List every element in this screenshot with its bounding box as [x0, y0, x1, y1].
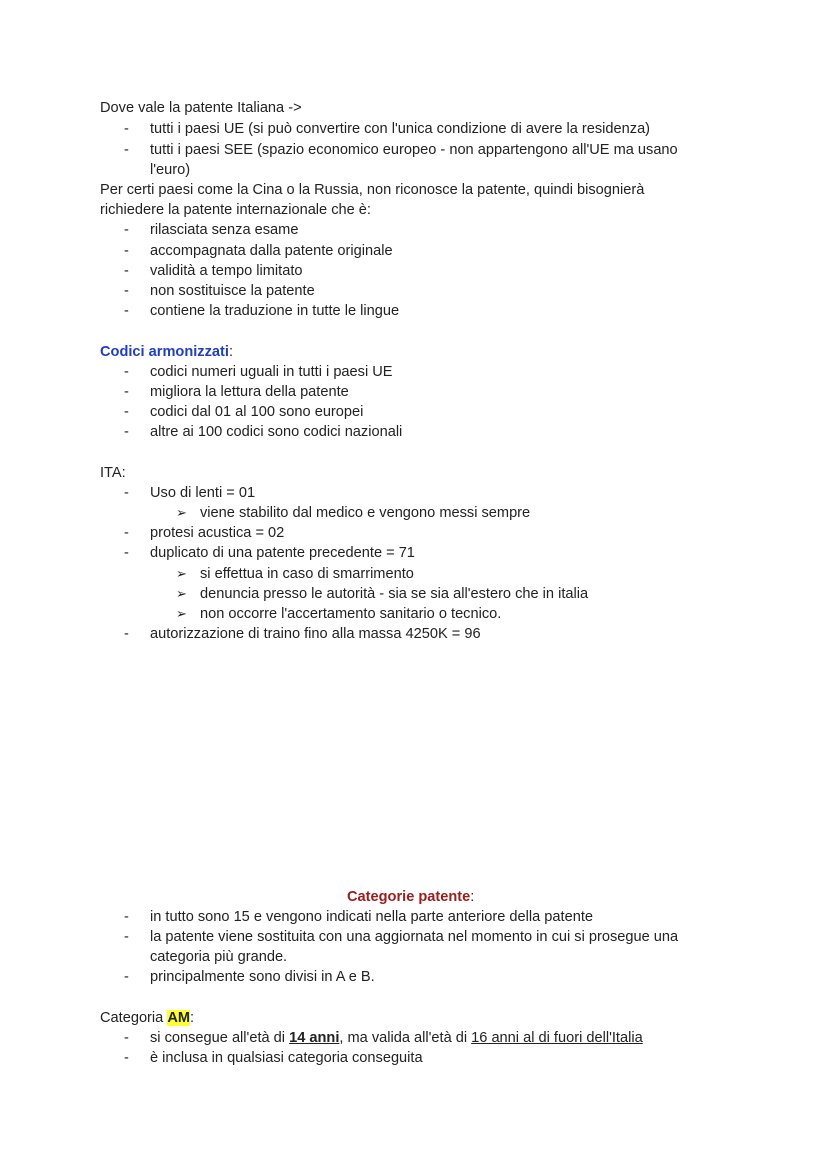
sub-list-item: denuncia presso le autorità - sia se sia all'estero che in italia [200, 586, 589, 602]
sub-list-item: non occorre l'accertamento sanitario o tecnico. [200, 606, 502, 622]
am-text: si consegue all'età di [150, 1030, 290, 1046]
bullet-dash: - [124, 121, 129, 137]
bullet-dash: - [124, 1050, 129, 1066]
list-item: duplicato di una patente precedente = 71 [150, 545, 415, 561]
categorie-colon: : [470, 889, 475, 905]
list-item: la patente viene sostituita con una aggiornata nel momento in cui si prosegue una [150, 929, 679, 945]
am-age-min: 14 anni [289, 1030, 340, 1046]
bullet-dash: - [124, 424, 129, 440]
list-item: contiene la traduzione in tutte le lingue [150, 303, 400, 319]
paragraph: Per certi paesi come la Cina o la Russia, non riconosce la patente, quindi bisognierà [100, 182, 645, 198]
list-item: migliora la lettura della patente [150, 384, 349, 400]
am-colon: : [190, 1010, 195, 1026]
bullet-dash: - [124, 243, 129, 259]
categorie-heading [347, 887, 474, 907]
am-age-valid: 16 anni al di fuori dell'Italia [471, 1030, 643, 1046]
list-item: in tutto sono 15 e vengono indicati nella parte anteriore della patente [150, 909, 593, 925]
intro-title: Dove vale la patente Italiana -> [100, 100, 302, 116]
bullet-dash: - [124, 142, 129, 158]
list-item-continuation: l'euro) [150, 162, 191, 178]
sub-list-item: viene stabilito dal medico e vengono messi sempre [200, 505, 531, 521]
am-text: , ma valida all'età di [339, 1030, 472, 1046]
bullet-dash: - [124, 969, 129, 985]
paragraph: richiedere la patente internazionale che è: [100, 202, 371, 218]
bullet-dash: - [124, 384, 129, 400]
list-item: tutti i paesi SEE (spazio economico europeo - non appartengono all'UE ma usano [150, 142, 678, 158]
list-item: altre ai 100 codici sono codici nazionali [150, 424, 403, 440]
bullet-dash: - [124, 626, 129, 642]
arrow-bullet-icon: ➢ [176, 606, 187, 621]
list-item: protesi acustica = 02 [150, 525, 285, 541]
list-item-continuation: categoria più grande. [150, 949, 288, 965]
list-item: codici dal 01 al 100 sono europei [150, 404, 364, 420]
list-item: accompagnata dalla patente originale [150, 243, 393, 259]
codici-colon: : [228, 344, 233, 360]
codici-heading [100, 342, 233, 362]
bullet-dash: - [124, 263, 129, 279]
bullet-dash: - [124, 404, 129, 420]
am-code-highlight: AM [167, 1010, 191, 1026]
list-item: Uso di lenti = 01 [150, 485, 256, 501]
bullet-dash: - [124, 909, 129, 925]
list-item [150, 1028, 643, 1048]
bullet-dash: - [124, 1030, 129, 1046]
codici-title: Codici armonizzati [100, 344, 229, 360]
bullet-dash: - [124, 283, 129, 299]
am-prefix: Categoria [100, 1010, 168, 1026]
list-item: non sostituisce la patente [150, 283, 315, 299]
bullet-dash: - [124, 364, 129, 380]
arrow-bullet-icon: ➢ [176, 586, 187, 601]
sub-list-item: si effettua in caso di smarrimento [200, 566, 414, 582]
categorie-title: Categorie patente [347, 889, 471, 905]
list-item: validità a tempo limitato [150, 263, 303, 279]
bullet-dash: - [124, 545, 129, 561]
ita-title: ITA: [100, 465, 126, 481]
list-item: rilasciata senza esame [150, 222, 299, 238]
arrow-bullet-icon: ➢ [176, 505, 187, 520]
am-heading [100, 1008, 194, 1028]
bullet-dash: - [124, 303, 129, 319]
bullet-dash: - [124, 222, 129, 238]
list-item: principalmente sono divisi in A e B. [150, 969, 375, 985]
bullet-dash: - [124, 525, 129, 541]
list-item: è inclusa in qualsiasi categoria conseguita [150, 1050, 423, 1066]
arrow-bullet-icon: ➢ [176, 566, 187, 581]
list-item: tutti i paesi UE (si può convertire con l'unica condizione di avere la residenza) [150, 121, 651, 137]
list-item: codici numeri uguali in tutti i paesi UE [150, 364, 393, 380]
bullet-dash: - [124, 485, 129, 501]
list-item: autorizzazione di traino fino alla massa 4250K = 96 [150, 626, 481, 642]
bullet-dash: - [124, 929, 129, 945]
